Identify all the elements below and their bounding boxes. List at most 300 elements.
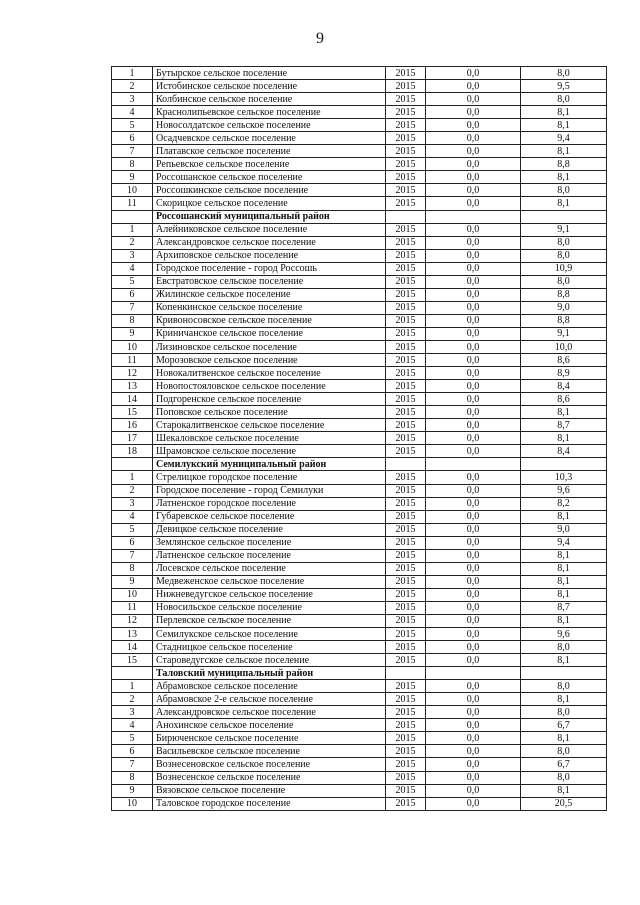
year-value: 2015 bbox=[386, 693, 426, 706]
year-value: 2015 bbox=[386, 106, 426, 119]
value-2: 8,1 bbox=[521, 784, 607, 797]
row-number: 13 bbox=[112, 628, 153, 641]
value-1: 0,0 bbox=[426, 432, 521, 445]
settlement-name: Стадницкое сельское поселение bbox=[153, 641, 386, 654]
settlement-name: Скорицкое сельское поселение bbox=[153, 197, 386, 210]
year-value: 2015 bbox=[386, 262, 426, 275]
table-row bbox=[112, 340, 607, 353]
year-value: 2015 bbox=[386, 706, 426, 719]
year-value: 2015 bbox=[386, 354, 426, 367]
value-2: 8,0 bbox=[521, 236, 607, 249]
section-title: Таловский муниципальный район bbox=[153, 667, 386, 680]
value-1: 0,0 bbox=[426, 588, 521, 601]
value-1: 0,0 bbox=[426, 80, 521, 93]
value-2: 8,1 bbox=[521, 106, 607, 119]
year-value: 2015 bbox=[386, 523, 426, 536]
row-number: 17 bbox=[112, 432, 153, 445]
row-number: 9 bbox=[112, 575, 153, 588]
year-value: 2015 bbox=[386, 445, 426, 458]
value-2: 8,1 bbox=[521, 171, 607, 184]
value-1: 0,0 bbox=[426, 119, 521, 132]
table-row bbox=[112, 484, 607, 497]
row-number: 9 bbox=[112, 327, 153, 340]
value-1: 0,0 bbox=[426, 275, 521, 288]
value-2: 8,4 bbox=[521, 380, 607, 393]
table-row bbox=[112, 236, 607, 249]
value-1: 0,0 bbox=[426, 771, 521, 784]
year-value: 2015 bbox=[386, 432, 426, 445]
row-number: 1 bbox=[112, 67, 153, 80]
table-row bbox=[112, 262, 607, 275]
row-number: 14 bbox=[112, 641, 153, 654]
settlement-name: Истобинское сельское поселение bbox=[153, 80, 386, 93]
value-1: 0,0 bbox=[426, 628, 521, 641]
table-row bbox=[112, 471, 607, 484]
year-value: 2015 bbox=[386, 236, 426, 249]
row-number: 15 bbox=[112, 406, 153, 419]
row-number: 6 bbox=[112, 288, 153, 301]
table-row bbox=[112, 654, 607, 667]
row-number: 4 bbox=[112, 106, 153, 119]
table-row bbox=[112, 784, 607, 797]
settlement-name: Городское поселение - город Россошь bbox=[153, 262, 386, 275]
table-row bbox=[112, 601, 607, 614]
table-row bbox=[112, 641, 607, 654]
value-1: 0,0 bbox=[426, 732, 521, 745]
value-2: 20,5 bbox=[521, 797, 607, 810]
table-row bbox=[112, 197, 607, 210]
year-value: 2015 bbox=[386, 249, 426, 262]
row-number: 14 bbox=[112, 393, 153, 406]
value-2: 8,1 bbox=[521, 197, 607, 210]
section-value-cell bbox=[426, 210, 521, 223]
value-1: 0,0 bbox=[426, 145, 521, 158]
row-number: 2 bbox=[112, 80, 153, 93]
year-value: 2015 bbox=[386, 758, 426, 771]
value-1: 0,0 bbox=[426, 484, 521, 497]
settlement-name: Шрамовское сельское поселение bbox=[153, 445, 386, 458]
value-1: 0,0 bbox=[426, 367, 521, 380]
table-row bbox=[112, 393, 607, 406]
section-year-cell bbox=[386, 458, 426, 471]
settlement-name: Бутырское сельское поселение bbox=[153, 67, 386, 80]
value-2: 8,7 bbox=[521, 419, 607, 432]
year-value: 2015 bbox=[386, 119, 426, 132]
table-row bbox=[112, 588, 607, 601]
table-row bbox=[112, 301, 607, 314]
settlement-name: Семилукское сельское поселение bbox=[153, 628, 386, 641]
value-1: 0,0 bbox=[426, 340, 521, 353]
value-1: 0,0 bbox=[426, 549, 521, 562]
table-row bbox=[112, 771, 607, 784]
value-1: 0,0 bbox=[426, 301, 521, 314]
year-value: 2015 bbox=[386, 614, 426, 627]
settlement-name: Таловское городское поселение bbox=[153, 797, 386, 810]
year-value: 2015 bbox=[386, 719, 426, 732]
year-value: 2015 bbox=[386, 301, 426, 314]
value-2: 8,6 bbox=[521, 393, 607, 406]
section-header-row bbox=[112, 667, 607, 680]
table-row bbox=[112, 132, 607, 145]
year-value: 2015 bbox=[386, 367, 426, 380]
settlement-name: Землянское сельское поселение bbox=[153, 536, 386, 549]
row-number: 8 bbox=[112, 771, 153, 784]
value-2: 8,8 bbox=[521, 288, 607, 301]
row-number: 10 bbox=[112, 340, 153, 353]
value-1: 0,0 bbox=[426, 693, 521, 706]
value-1: 0,0 bbox=[426, 641, 521, 654]
row-number: 6 bbox=[112, 536, 153, 549]
table-row bbox=[112, 314, 607, 327]
table-row bbox=[112, 419, 607, 432]
year-value: 2015 bbox=[386, 158, 426, 171]
value-2: 9,5 bbox=[521, 80, 607, 93]
table-row bbox=[112, 497, 607, 510]
value-1: 0,0 bbox=[426, 223, 521, 236]
year-value: 2015 bbox=[386, 93, 426, 106]
year-value: 2015 bbox=[386, 145, 426, 158]
settlement-name: Вознесеновское сельское поселение bbox=[153, 758, 386, 771]
year-value: 2015 bbox=[386, 536, 426, 549]
settlement-name: Бирюченское сельское поселение bbox=[153, 732, 386, 745]
settlement-name: Лосевское сельское поселение bbox=[153, 562, 386, 575]
settlement-name: Городское поселение - город Семилуки bbox=[153, 484, 386, 497]
value-2: 9,1 bbox=[521, 223, 607, 236]
table-row bbox=[112, 171, 607, 184]
value-1: 0,0 bbox=[426, 393, 521, 406]
row-number: 7 bbox=[112, 301, 153, 314]
row-number: 11 bbox=[112, 601, 153, 614]
value-2: 8,4 bbox=[521, 445, 607, 458]
value-2: 8,1 bbox=[521, 654, 607, 667]
table-row bbox=[112, 367, 607, 380]
value-2: 8,1 bbox=[521, 588, 607, 601]
row-number: 6 bbox=[112, 745, 153, 758]
value-1: 0,0 bbox=[426, 158, 521, 171]
table-row bbox=[112, 249, 607, 262]
settlement-name: Новосолдатское сельское поселение bbox=[153, 119, 386, 132]
table-row bbox=[112, 93, 607, 106]
row-number: 2 bbox=[112, 236, 153, 249]
value-2: 8,1 bbox=[521, 119, 607, 132]
year-value: 2015 bbox=[386, 628, 426, 641]
value-2: 8,1 bbox=[521, 406, 607, 419]
settlement-name: Колбинское сельское поселение bbox=[153, 93, 386, 106]
settlement-name: Краснолипьевское сельское поселение bbox=[153, 106, 386, 119]
value-2: 8,1 bbox=[521, 614, 607, 627]
year-value: 2015 bbox=[386, 680, 426, 693]
table-row bbox=[112, 80, 607, 93]
row-number: 5 bbox=[112, 523, 153, 536]
settlement-name: Платавское сельское поселение bbox=[153, 145, 386, 158]
year-value: 2015 bbox=[386, 197, 426, 210]
value-1: 0,0 bbox=[426, 654, 521, 667]
value-2: 8,1 bbox=[521, 575, 607, 588]
row-number: 4 bbox=[112, 510, 153, 523]
settlement-name: Морозовское сельское поселение bbox=[153, 354, 386, 367]
value-2: 8,0 bbox=[521, 93, 607, 106]
table-row bbox=[112, 184, 607, 197]
year-value: 2015 bbox=[386, 67, 426, 80]
value-1: 0,0 bbox=[426, 510, 521, 523]
section-value-cell bbox=[426, 458, 521, 471]
row-number: 1 bbox=[112, 680, 153, 693]
settlement-name: Абрамовское сельское поселение bbox=[153, 680, 386, 693]
row-number: 13 bbox=[112, 380, 153, 393]
value-2: 8,8 bbox=[521, 314, 607, 327]
value-2: 8,1 bbox=[521, 432, 607, 445]
table-row bbox=[112, 354, 607, 367]
value-1: 0,0 bbox=[426, 797, 521, 810]
section-number-cell bbox=[112, 458, 153, 471]
year-value: 2015 bbox=[386, 510, 426, 523]
settlement-name: Вознесенское сельское поселение bbox=[153, 771, 386, 784]
year-value: 2015 bbox=[386, 484, 426, 497]
table-row bbox=[112, 327, 607, 340]
section-value-cell bbox=[521, 667, 607, 680]
value-1: 0,0 bbox=[426, 67, 521, 80]
row-number: 1 bbox=[112, 223, 153, 236]
row-number: 12 bbox=[112, 614, 153, 627]
settlement-name: Губаревское сельское поселение bbox=[153, 510, 386, 523]
row-number: 4 bbox=[112, 262, 153, 275]
row-number: 8 bbox=[112, 314, 153, 327]
value-1: 0,0 bbox=[426, 327, 521, 340]
year-value: 2015 bbox=[386, 471, 426, 484]
settlement-name: Вязовское сельское поселение bbox=[153, 784, 386, 797]
row-number: 10 bbox=[112, 588, 153, 601]
value-1: 0,0 bbox=[426, 262, 521, 275]
year-value: 2015 bbox=[386, 132, 426, 145]
value-1: 0,0 bbox=[426, 314, 521, 327]
row-number: 8 bbox=[112, 562, 153, 575]
table-row bbox=[112, 575, 607, 588]
value-1: 0,0 bbox=[426, 601, 521, 614]
row-number: 5 bbox=[112, 732, 153, 745]
value-1: 0,0 bbox=[426, 471, 521, 484]
year-value: 2015 bbox=[386, 771, 426, 784]
year-value: 2015 bbox=[386, 80, 426, 93]
value-2: 9,0 bbox=[521, 301, 607, 314]
value-2: 9,6 bbox=[521, 484, 607, 497]
value-2: 10,0 bbox=[521, 340, 607, 353]
settlement-name: Новопостояловское сельское поселение bbox=[153, 380, 386, 393]
value-2: 10,3 bbox=[521, 471, 607, 484]
year-value: 2015 bbox=[386, 549, 426, 562]
value-1: 0,0 bbox=[426, 523, 521, 536]
value-2: 8,0 bbox=[521, 275, 607, 288]
row-number: 6 bbox=[112, 132, 153, 145]
year-value: 2015 bbox=[386, 406, 426, 419]
year-value: 2015 bbox=[386, 562, 426, 575]
year-value: 2015 bbox=[386, 588, 426, 601]
table-row bbox=[112, 562, 607, 575]
section-title: Семилукский муниципальный район bbox=[153, 458, 386, 471]
row-number: 3 bbox=[112, 706, 153, 719]
table-row bbox=[112, 732, 607, 745]
value-1: 0,0 bbox=[426, 497, 521, 510]
value-1: 0,0 bbox=[426, 132, 521, 145]
year-value: 2015 bbox=[386, 171, 426, 184]
value-2: 8,1 bbox=[521, 145, 607, 158]
row-number: 1 bbox=[112, 471, 153, 484]
row-number: 18 bbox=[112, 445, 153, 458]
value-2: 8,1 bbox=[521, 549, 607, 562]
year-value: 2015 bbox=[386, 654, 426, 667]
settlement-name: Осадчевское сельское поселение bbox=[153, 132, 386, 145]
row-number: 5 bbox=[112, 275, 153, 288]
value-2: 8,2 bbox=[521, 497, 607, 510]
row-number: 16 bbox=[112, 419, 153, 432]
section-title: Россошанский муниципальный район bbox=[153, 210, 386, 223]
settlement-name: Старокалитвенское сельское поселение bbox=[153, 419, 386, 432]
row-number: 4 bbox=[112, 719, 153, 732]
row-number: 7 bbox=[112, 549, 153, 562]
table-row bbox=[112, 432, 607, 445]
value-1: 0,0 bbox=[426, 354, 521, 367]
value-1: 0,0 bbox=[426, 236, 521, 249]
year-value: 2015 bbox=[386, 745, 426, 758]
year-value: 2015 bbox=[386, 288, 426, 301]
settlement-name: Жилинское сельское поселение bbox=[153, 288, 386, 301]
value-1: 0,0 bbox=[426, 745, 521, 758]
value-2: 6,7 bbox=[521, 719, 607, 732]
value-1: 0,0 bbox=[426, 719, 521, 732]
table-row bbox=[112, 628, 607, 641]
value-2: 8,9 bbox=[521, 367, 607, 380]
row-number: 2 bbox=[112, 693, 153, 706]
table-row bbox=[112, 706, 607, 719]
year-value: 2015 bbox=[386, 641, 426, 654]
value-2: 10,9 bbox=[521, 262, 607, 275]
year-value: 2015 bbox=[386, 223, 426, 236]
row-number: 2 bbox=[112, 484, 153, 497]
row-number: 3 bbox=[112, 249, 153, 262]
table-row bbox=[112, 719, 607, 732]
table-row bbox=[112, 536, 607, 549]
value-1: 0,0 bbox=[426, 106, 521, 119]
settlement-name: Поповское сельское поселение bbox=[153, 406, 386, 419]
value-1: 0,0 bbox=[426, 288, 521, 301]
settlement-name: Староведугское сельское поселение bbox=[153, 654, 386, 667]
year-value: 2015 bbox=[386, 314, 426, 327]
row-number: 7 bbox=[112, 758, 153, 771]
settlements-table bbox=[111, 66, 607, 811]
value-1: 0,0 bbox=[426, 680, 521, 693]
value-2: 9,6 bbox=[521, 628, 607, 641]
row-number: 7 bbox=[112, 145, 153, 158]
table-row bbox=[112, 106, 607, 119]
value-2: 8,1 bbox=[521, 732, 607, 745]
row-number: 12 bbox=[112, 367, 153, 380]
year-value: 2015 bbox=[386, 340, 426, 353]
settlement-name: Абрамовское 2-е сельское поселение bbox=[153, 693, 386, 706]
settlement-name: Перлевское сельское поселение bbox=[153, 614, 386, 627]
value-2: 8,0 bbox=[521, 745, 607, 758]
table-row bbox=[112, 758, 607, 771]
value-2: 8,0 bbox=[521, 184, 607, 197]
year-value: 2015 bbox=[386, 419, 426, 432]
table-row bbox=[112, 67, 607, 80]
table-row bbox=[112, 510, 607, 523]
settlement-name: Александровское сельское поселение bbox=[153, 706, 386, 719]
settlement-name: Алейниковское сельское поселение bbox=[153, 223, 386, 236]
settlement-name: Латненское городское поселение bbox=[153, 497, 386, 510]
settlement-name: Архиповское сельское поселение bbox=[153, 249, 386, 262]
value-1: 0,0 bbox=[426, 249, 521, 262]
row-number: 11 bbox=[112, 354, 153, 367]
settlement-name: Копенкинское сельское поселение bbox=[153, 301, 386, 314]
value-2: 9,1 bbox=[521, 327, 607, 340]
page-number: 9 bbox=[316, 30, 324, 47]
row-number: 9 bbox=[112, 171, 153, 184]
row-number: 15 bbox=[112, 654, 153, 667]
value-1: 0,0 bbox=[426, 445, 521, 458]
value-1: 0,0 bbox=[426, 536, 521, 549]
value-1: 0,0 bbox=[426, 614, 521, 627]
year-value: 2015 bbox=[386, 327, 426, 340]
settlement-name: Репьевское сельское поселение bbox=[153, 158, 386, 171]
settlement-name: Новосильское сельское поселение bbox=[153, 601, 386, 614]
year-value: 2015 bbox=[386, 575, 426, 588]
settlement-name: Новокалитвенское сельское поселение bbox=[153, 367, 386, 380]
table-row bbox=[112, 380, 607, 393]
section-number-cell bbox=[112, 667, 153, 680]
value-1: 0,0 bbox=[426, 406, 521, 419]
settlement-name: Латненское сельское поселение bbox=[153, 549, 386, 562]
row-number: 10 bbox=[112, 797, 153, 810]
value-1: 0,0 bbox=[426, 197, 521, 210]
value-1: 0,0 bbox=[426, 758, 521, 771]
value-2: 8,0 bbox=[521, 771, 607, 784]
value-2: 8,0 bbox=[521, 641, 607, 654]
year-value: 2015 bbox=[386, 380, 426, 393]
value-2: 8,1 bbox=[521, 562, 607, 575]
table-row bbox=[112, 406, 607, 419]
section-year-cell bbox=[386, 210, 426, 223]
table-row bbox=[112, 158, 607, 171]
year-value: 2015 bbox=[386, 784, 426, 797]
year-value: 2015 bbox=[386, 601, 426, 614]
settlement-name: Нижневедугское сельское поселение bbox=[153, 588, 386, 601]
year-value: 2015 bbox=[386, 275, 426, 288]
value-2: 9,4 bbox=[521, 132, 607, 145]
table-row bbox=[112, 680, 607, 693]
section-value-cell bbox=[426, 667, 521, 680]
value-2: 8,1 bbox=[521, 510, 607, 523]
table-row bbox=[112, 797, 607, 810]
settlement-name: Анохинское сельское поселение bbox=[153, 719, 386, 732]
row-number: 3 bbox=[112, 497, 153, 510]
value-2: 8,0 bbox=[521, 706, 607, 719]
value-1: 0,0 bbox=[426, 171, 521, 184]
table-row bbox=[112, 523, 607, 536]
value-1: 0,0 bbox=[426, 784, 521, 797]
table-row bbox=[112, 614, 607, 627]
row-number: 5 bbox=[112, 119, 153, 132]
section-year-cell bbox=[386, 667, 426, 680]
settlement-name: Девицкое сельское поселение bbox=[153, 523, 386, 536]
settlement-name: Лизиновское сельское поселение bbox=[153, 340, 386, 353]
settlement-name: Россошанское сельское поселение bbox=[153, 171, 386, 184]
settlement-name: Медвеженское сельское поселение bbox=[153, 575, 386, 588]
row-number: 10 bbox=[112, 184, 153, 197]
value-2: 8,1 bbox=[521, 693, 607, 706]
table-row bbox=[112, 549, 607, 562]
year-value: 2015 bbox=[386, 797, 426, 810]
table-row bbox=[112, 445, 607, 458]
table-row bbox=[112, 223, 607, 236]
